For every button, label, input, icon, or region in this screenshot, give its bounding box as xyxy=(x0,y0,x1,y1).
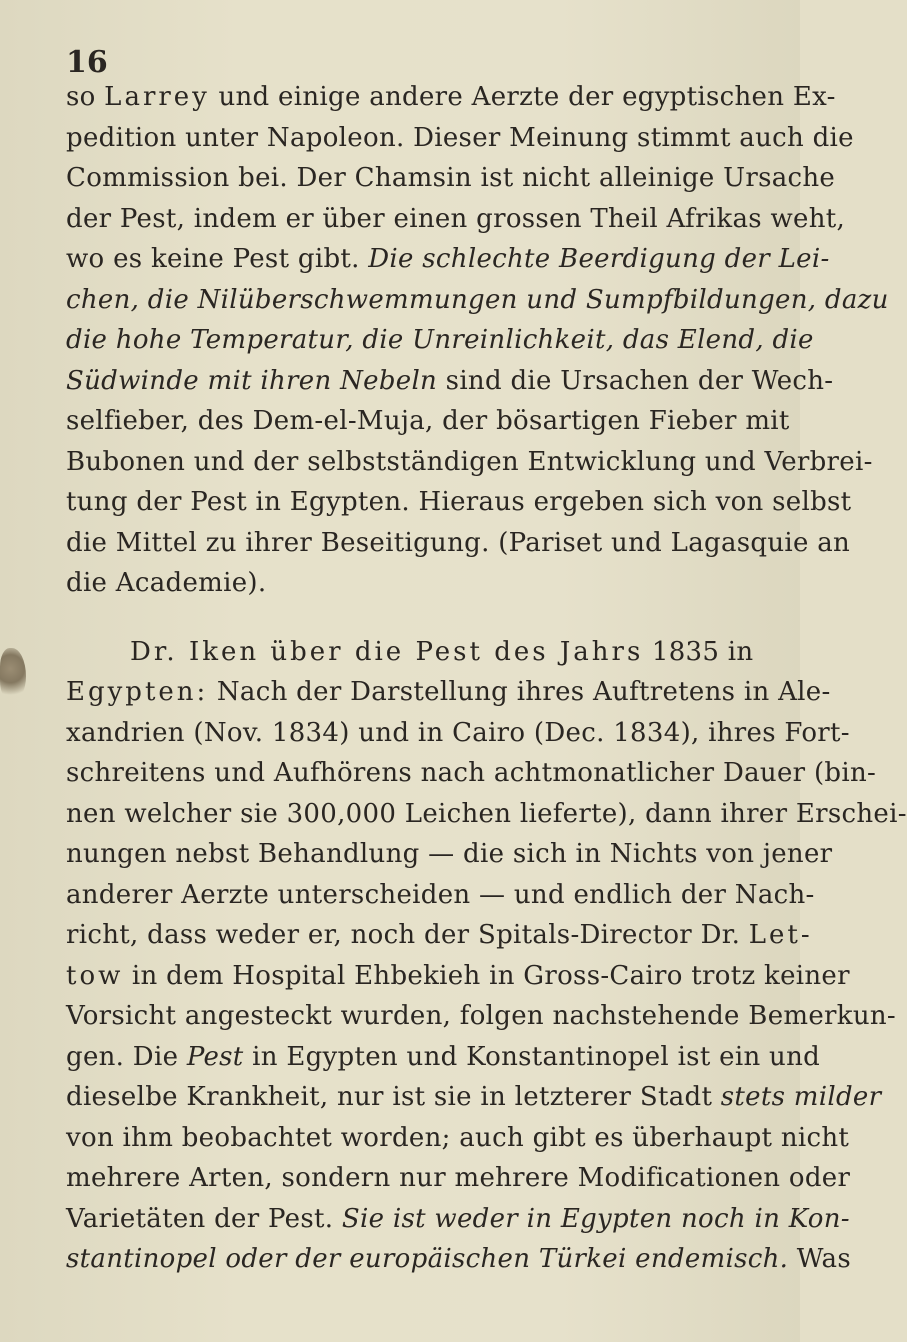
text-line: Vorsicht angesteckt wurden, folgen nachstehende Bemerkun- xyxy=(66,1001,896,1031)
text-line: chen, die Nilüberschwemmungen und Sumpfbildungen, dazu xyxy=(66,285,889,315)
text-line: mehrere Arten, sondern nur mehrere Modificationen oder xyxy=(66,1163,851,1193)
text-line: Bubonen und der selbstständigen Entwicklung und Verbrei- xyxy=(66,447,873,477)
text-line: gen. Die Pest in Egypten und Konstantinopel ist ein und xyxy=(66,1042,821,1072)
text-line: nen welcher sie 300,000 Leichen lieferte), dann ihrer Erschei- xyxy=(66,799,907,829)
text-line: Varietäten der Pest. Sie ist weder in Egypten noch in Kon- xyxy=(66,1204,850,1234)
text-line: tung der Pest in Egypten. Hieraus ergeben sich von selbst xyxy=(66,487,852,517)
text-line: Commission bei. Der Chamsin ist nicht alleinige Ursache xyxy=(66,163,836,193)
text-line: tow in dem Hospital Ehbekieh in Gross-Cairo trotz keiner xyxy=(66,961,850,991)
text-line: wo es keine Pest gibt. Die schlechte Beerdigung der Lei- xyxy=(66,244,830,274)
text-line: so Larrey und einige andere Aerzte der egyptischen Ex- xyxy=(66,82,836,112)
text-line: Südwinde mit ihren Nebeln sind die Ursachen der Wech- xyxy=(66,366,834,396)
text-line: die Academie). xyxy=(66,568,267,598)
text-line: Egypten: Nach der Darstellung ihres Auftretens in Ale- xyxy=(66,677,831,707)
text-line: die Mittel zu ihrer Beseitigung. (Pariset und Lagasquie an xyxy=(66,528,851,558)
ink-blot xyxy=(0,648,26,700)
text-line: selfieber, des Dem-el-Muja, der bösartigen Fieber mit xyxy=(66,406,790,436)
text-line: nungen nebst Behandlung — die sich in Nichts von jener xyxy=(66,839,833,869)
text-line: xandrien (Nov. 1834) und in Cairo (Dec. 1834), ihres Fort- xyxy=(66,718,850,748)
text-line: schreitens und Aufhörens nach achtmonatlicher Dauer (bin- xyxy=(66,758,877,788)
text-line: pedition unter Napoleon. Dieser Meinung stimmt auch die xyxy=(66,123,854,153)
text-line: anderer Aerzte unterscheiden — und endlich der Nach- xyxy=(66,880,815,910)
text-line: der Pest, indem er über einen grossen Theil Afrikas weht, xyxy=(66,204,846,234)
text-line: Dr. Iken über die Pest des Jahrs 1835 in xyxy=(130,637,754,667)
page-number: 16 xyxy=(66,45,108,80)
text-line: dieselbe Krankheit, nur ist sie in letzterer Stadt stets milder xyxy=(66,1082,882,1112)
text-line: stantinopel oder der europäischen Türkei endemisch. Was xyxy=(66,1244,851,1274)
text-line: richt, dass weder er, noch der Spitals-Director Dr. Let- xyxy=(66,920,813,950)
text-line: die hohe Temperatur, die Unreinlichkeit, das Elend, die xyxy=(66,325,814,355)
text-line: von ihm beobachtet worden; auch gibt es überhaupt nicht xyxy=(66,1123,850,1153)
